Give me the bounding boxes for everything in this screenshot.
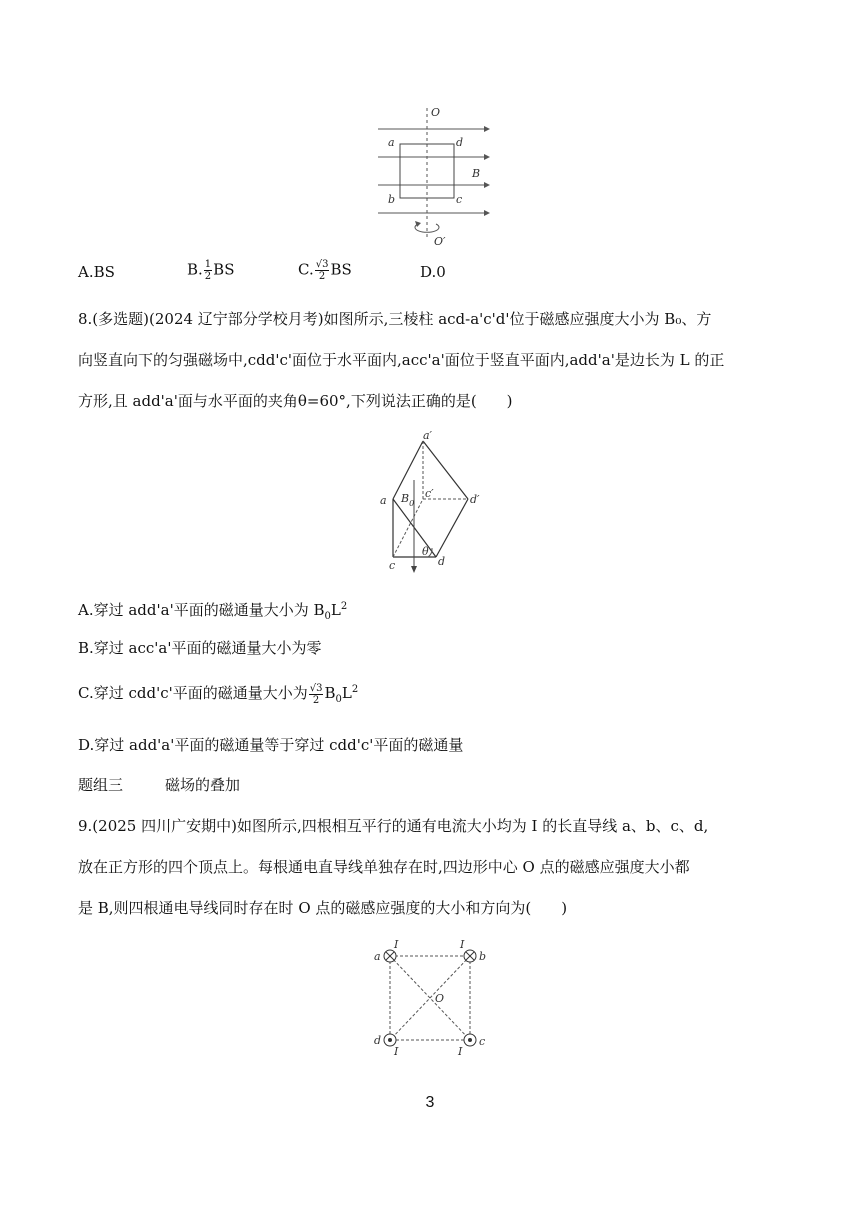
subscript: 0 [335, 694, 342, 705]
label-a-prime: a′ [423, 429, 433, 442]
fraction-sqrt3-over-2 [315, 259, 330, 282]
wire-c-out-of-page-icon [464, 1034, 476, 1046]
fraction-half [204, 259, 212, 282]
q9-line1: 9.(2025 四川广安期中)如图所示,四根相互平行的通有电流大小均为 I 的长直导线 a、b、c、d, [78, 817, 709, 835]
label-O: O [435, 992, 445, 1005]
label-c: c [456, 193, 463, 206]
label-b: b [479, 950, 487, 963]
q8-option-A-L: L [330, 601, 341, 619]
option-C-prefix: C. [298, 260, 314, 279]
page-number: 3 [425, 1094, 435, 1111]
option-B[interactable] [187, 259, 234, 282]
q8-option-D[interactable]: D.穿过 add'a'平面的磁通量等于穿过 cdd'c'平面的磁通量 [78, 736, 464, 754]
wire-a-into-page-icon [384, 950, 396, 962]
label-I-b: I [460, 938, 465, 951]
label-I-c: I [458, 1045, 463, 1058]
option-A[interactable]: A.BS [78, 263, 115, 281]
superscript: 2 [351, 684, 359, 695]
option-B-prefix: B. [187, 260, 203, 279]
superscript: 2 [340, 601, 348, 612]
label-a: a [380, 494, 387, 507]
q8-option-C-L: L [341, 684, 352, 702]
group-label: 题组三 [78, 776, 124, 794]
fraction-num: √3 [315, 259, 329, 270]
label-c: c [389, 559, 396, 572]
q8-option-A-text: A.穿过 add'a'平面的磁通量大小为 B [78, 601, 325, 619]
group-title: 磁场的叠加 [165, 776, 241, 794]
label-theta: θ [422, 545, 429, 558]
option-D[interactable]: D.0 [420, 263, 446, 281]
q8-option-B[interactable]: B.穿过 acc'a'平面的磁通量大小为零 [78, 639, 322, 657]
q9-line3: 是 B,则四根通电导线同时存在时 O 点的磁感应强度的大小和方向为( ) [78, 899, 568, 917]
fraction-den: 2 [318, 271, 326, 282]
label-B0 [400, 492, 414, 508]
label-B: B [472, 167, 481, 180]
label-d: d [374, 1034, 382, 1047]
label-O: O [431, 106, 441, 119]
figure-prism [370, 428, 500, 578]
fraction-sqrt3-over-2 [309, 683, 324, 706]
label-B0-sub: 0 [409, 499, 415, 508]
fraction-den: 2 [312, 694, 320, 706]
q8-option-C[interactable] [78, 680, 358, 710]
option-B-suffix: BS [213, 260, 235, 279]
figure-four-wires [370, 938, 500, 1058]
label-d-prime: d′ [470, 493, 480, 506]
label-d: d [438, 555, 446, 568]
fraction-num: √3 [309, 682, 323, 694]
q8-line2: 向竖直向下的匀强磁场中,cdd'c'面位于水平面内,acc'a'面位于竖直平面内,add'a'是边长为 L 的正 [78, 351, 725, 369]
label-c-prime: c′ [425, 487, 434, 500]
q9-line2: 放在正方形的四个顶点上。每根通电直导线单独存在时,四边形中心 O 点的磁感应强度大小都 [78, 858, 690, 876]
label-I-d: I [394, 1045, 399, 1058]
q8-line1: 8.(多选题)(2024 辽宁部分学校月考)如图所示,三棱柱 acd-a'c'd'位于磁感应强度大小为 B₀、方 [78, 310, 712, 328]
figure-rotating-coil [370, 100, 500, 248]
wire-b-into-page-icon [464, 950, 476, 962]
label-b: b [388, 193, 396, 206]
label-c: c [479, 1035, 486, 1048]
fraction-num: 1 [204, 259, 212, 270]
label-B0-main: B [401, 492, 410, 505]
q8-option-A[interactable] [78, 597, 347, 627]
q8-line3: 方形,且 add'a'面与水平面的夹角θ=60°,下列说法正确的是( ) [78, 392, 513, 410]
option-C[interactable] [298, 259, 352, 282]
option-C-suffix: BS [330, 260, 352, 279]
label-O-prime: O′ [434, 235, 446, 248]
label-a: a [388, 136, 395, 149]
q8-option-C-text: C.穿过 cdd'c'平面的磁通量大小为 [78, 684, 308, 702]
q8-option-C-B: B [324, 684, 336, 702]
subscript: 0 [324, 611, 331, 622]
label-d: d [456, 136, 464, 149]
label-I-a: I [394, 938, 399, 951]
fraction-den: 2 [204, 271, 212, 282]
label-a: a [374, 950, 381, 963]
